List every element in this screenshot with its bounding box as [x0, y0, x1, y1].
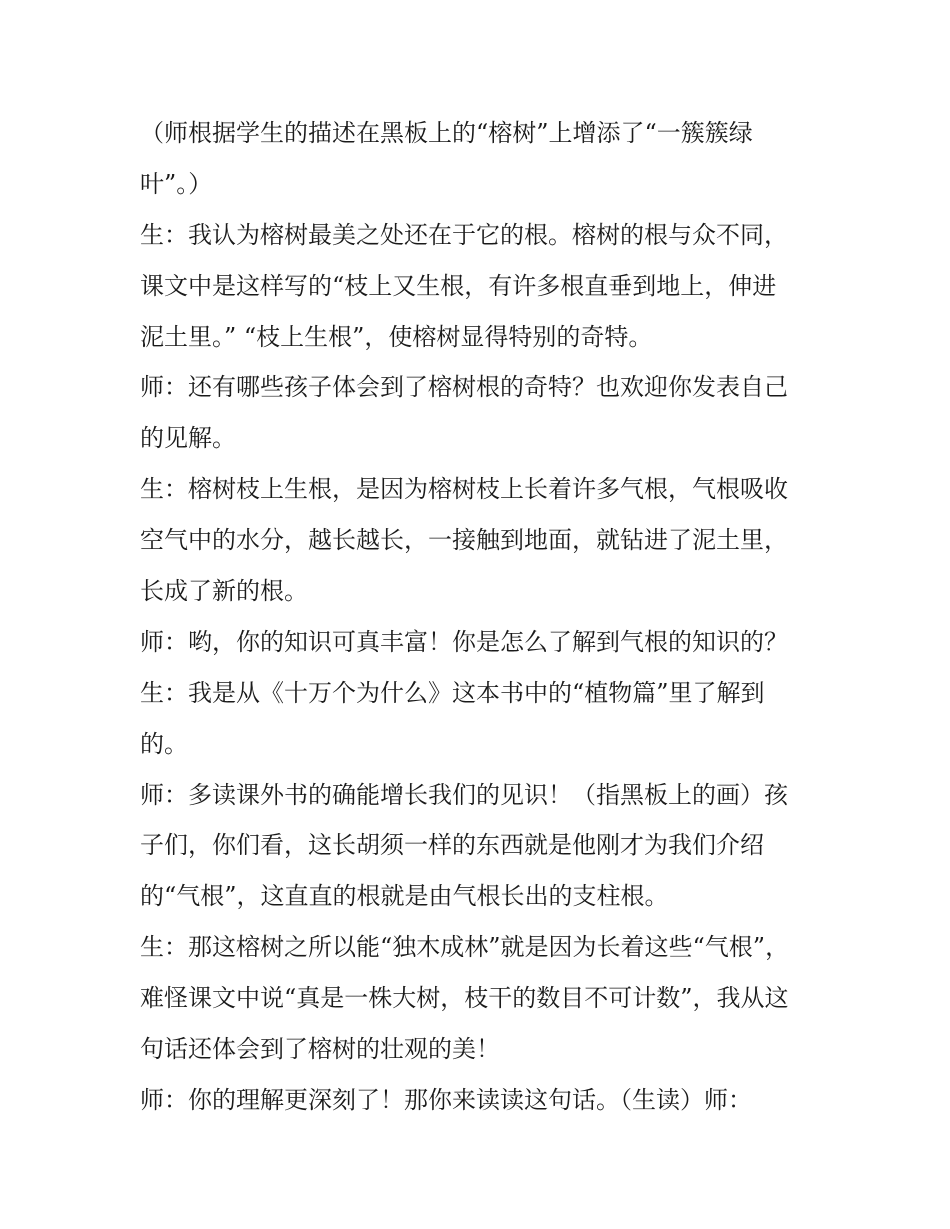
text-line: 难怪课文中说“真是一株大树，枝干的数目不可计数”，我从这: [140, 984, 789, 1013]
text-line: 的见解。: [140, 424, 236, 453]
text-line: 的“气根”，这直直的根就是由气根长出的支柱根。: [140, 882, 669, 911]
text-line: 生：那这榕树之所以能“独木成林”就是因为长着这些“气根”，: [140, 933, 790, 962]
text-line: 课文中是这样写的“枝上又生根，有许多根直垂到地上，伸进: [140, 271, 777, 300]
text-line: 师：还有哪些孩子体会到了榕树根的奇特？也欢迎你发表自己: [140, 373, 788, 402]
lesson-transcript: [140, 108, 820, 1126]
text-line: 空气中的水分，越长越长，一接触到地面，就钻进了泥土里，: [140, 526, 788, 555]
text-line: 的。: [140, 729, 188, 758]
text-line: 师：你的理解更深刻了！那你来读读这句话。（生读）师：: [140, 1085, 752, 1114]
text-line: 句话还体会到了榕树的壮观的美！: [140, 1035, 500, 1064]
text-line: 泥土里。” “枝上生根”，使榕树显得特别的奇特。: [140, 322, 653, 351]
text-line: 叶”。）: [140, 169, 213, 198]
text-line: 师：多读课外书的确能增长我们的见识！（指黑板上的画）孩: [140, 780, 788, 809]
text-line: 子们，你们看，这长胡须一样的东西就是他刚才为我们介绍: [140, 831, 764, 860]
text-line: （师根据学生的描述在黑板上的“榕树”上增添了“一簇簇绿: [140, 119, 753, 147]
text-line: 生：我认为榕树最美之处还在于它的根。榕树的根与众不同，: [140, 220, 788, 249]
text-line: 师：哟，你的知识可真丰富！你是怎么了解到气根的知识的？: [140, 627, 788, 656]
text-line: 生：我是从《十万个为什么》这本书中的“植物篇”里了解到: [140, 678, 765, 707]
text-line: 生：榕树枝上生根，是因为榕树枝上长着许多气根，气根吸收: [140, 475, 788, 504]
text-line: 长成了新的根。: [140, 577, 308, 606]
